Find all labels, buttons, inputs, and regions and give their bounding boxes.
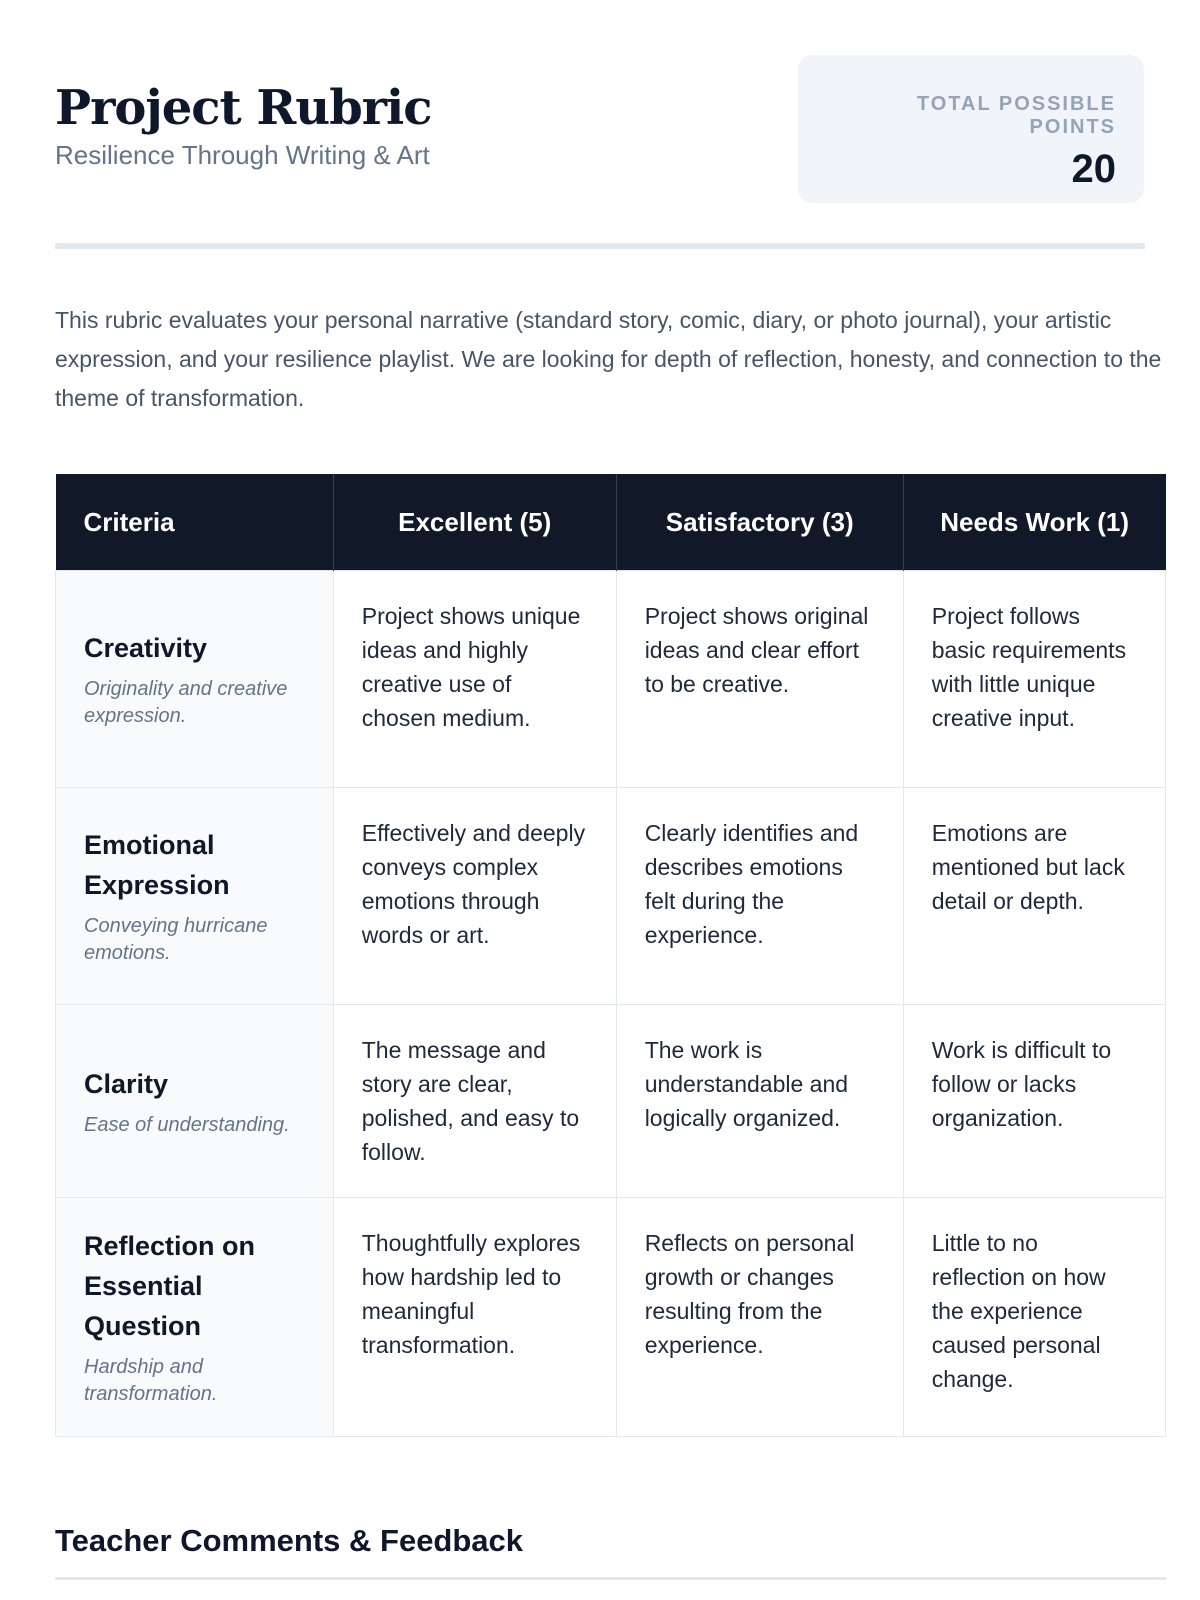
rubric-table	[55, 474, 1166, 1437]
intro-paragraph: This rubric evaluates your personal narrative (standard story, comic, diary, or photo journal), your artistic expression, and your resilience playlist. We are looking for depth of reflection, honesty, and connection to the theme of transformation.	[55, 307, 1162, 411]
column-header-satisfactory: Satisfactory (3)	[616, 474, 903, 571]
criteria-name: Reflection on Essential Question	[84, 1231, 256, 1341]
table-row	[56, 571, 1166, 788]
needs-work-cell: Work is difficult to follow or lacks organization.	[903, 1005, 1165, 1198]
excellent-cell: Thoughtfully explores how hardship led to meaningful transformation.	[333, 1198, 616, 1437]
column-header-criteria: Criteria	[56, 474, 334, 571]
total-points-value: 20	[1071, 147, 1116, 191]
criteria-description: Conveying hurricane emotions.	[84, 915, 268, 964]
criteria-description: Originality and creative expression.	[84, 678, 288, 727]
criteria-description: Hardship and transformation.	[84, 1356, 218, 1405]
teacher-comments-heading: Teacher Comments & Feedback	[55, 1523, 524, 1558]
criteria-description: Ease of understanding.	[84, 1113, 290, 1136]
total-points-label: TOTAL POSSIBLE POINTS	[916, 93, 1116, 138]
total-points-card	[798, 55, 1144, 203]
excellent-cell: Project shows unique ideas and highly creative use of chosen medium.	[333, 571, 616, 788]
title-block	[55, 55, 432, 171]
excellent-cell: Effectively and deeply conveys complex emotions through words or art.	[333, 788, 616, 1005]
column-header-needs-work: Needs Work (1)	[903, 474, 1165, 571]
table-row	[56, 788, 1166, 1005]
column-header-excellent: Excellent (5)	[333, 474, 616, 571]
criteria-cell	[56, 1198, 334, 1437]
satisfactory-cell: The work is understandable and logically organized.	[616, 1005, 903, 1198]
needs-work-cell: Little to no reflection on how the experience caused personal change.	[903, 1198, 1165, 1437]
criteria-name: Emotional Expression	[84, 830, 230, 900]
page-subtitle: Resilience Through Writing & Art	[55, 140, 430, 170]
satisfactory-cell: Reflects on personal growth or changes resulting from the experience.	[616, 1198, 903, 1437]
header-divider	[55, 243, 1145, 249]
criteria-cell	[56, 571, 334, 788]
criteria-name: Creativity	[84, 633, 208, 663]
page-title: Project Rubric	[55, 80, 432, 136]
satisfactory-cell: Project shows original ideas and clear effort to be creative.	[616, 571, 903, 788]
needs-work-cell: Emotions are mentioned but lack detail or depth.	[903, 788, 1165, 1005]
criteria-cell	[56, 788, 334, 1005]
table-header-row	[56, 474, 1166, 571]
header	[55, 0, 1145, 203]
criteria-name: Clarity	[84, 1068, 169, 1099]
criteria-cell	[56, 1005, 334, 1198]
table-row	[56, 1198, 1166, 1437]
excellent-cell: The message and story are clear, polished, and easy to follow.	[333, 1005, 616, 1198]
satisfactory-cell: Clearly identifies and describes emotions felt during the experience.	[616, 788, 903, 1005]
table-row	[56, 1005, 1166, 1198]
needs-work-cell: Project follows basic requirements with little unique creative input.	[903, 571, 1165, 788]
comments-divider	[55, 1577, 1166, 1580]
